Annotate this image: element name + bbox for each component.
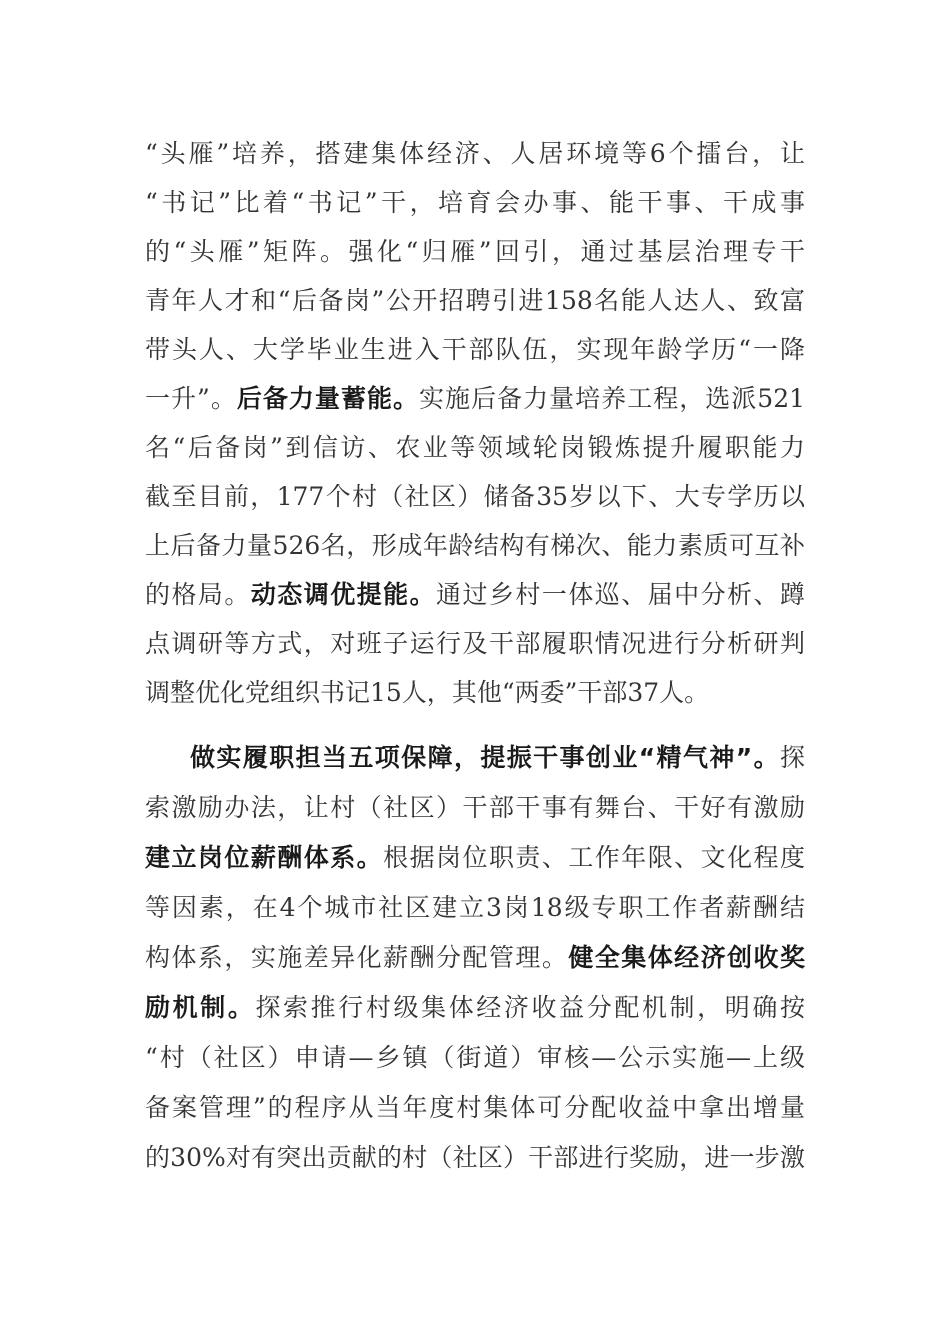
text-line xyxy=(145,227,805,276)
text-line xyxy=(145,325,805,374)
bold-heading: 建立岗位薪酬体系。 xyxy=(145,843,384,872)
text-span: 调整优化党组织书记15人，其他“两委”干部37人。 xyxy=(145,678,710,707)
text-span: 探 xyxy=(779,743,805,772)
bold-heading: 励机制。 xyxy=(145,993,256,1022)
text-span: 的“头雁”矩阵。强化“归雁”回引，通过基层治理专干 xyxy=(145,237,805,266)
text-span: 的格局。 xyxy=(145,580,251,609)
text-span: 构体系，实施差异化薪酬分配管理。 xyxy=(145,943,569,972)
text-line xyxy=(145,783,805,832)
text-line xyxy=(145,1133,805,1182)
text-span: 青年人才和“后备岗”公开招聘引进158名能人达人、致富 xyxy=(145,286,805,315)
text-span: 一升”。 xyxy=(145,384,237,413)
text-line xyxy=(145,883,805,932)
text-span: “头雁”培养，搭建集体经济、人居环境等6个擂台，让 xyxy=(145,139,805,168)
text-line xyxy=(145,129,805,178)
text-line xyxy=(145,1033,805,1082)
bold-heading: 动态调优提能。 xyxy=(250,580,437,609)
text-span: 等因素，在4个城市社区建立3岗18级专职工作者薪酬结 xyxy=(145,893,805,922)
text-span: 探索推行村级集体经济收益分配机制，明确按 xyxy=(255,993,805,1022)
bold-heading: 做实履职担当五项保障，提振干事创业“精气神”。 xyxy=(190,743,780,772)
text-line xyxy=(145,472,805,521)
text-span: 带头人、大学毕业生进入干部队伍，实现年龄学历“一降 xyxy=(145,335,805,364)
text-span: 通过乡村一体巡、届中分析、蹲 xyxy=(436,580,805,609)
text-line xyxy=(145,833,805,882)
text-line xyxy=(145,178,805,227)
text-span: 截至目前，177个村（社区）储备35岁以下、大专学历以 xyxy=(145,482,805,511)
text-line xyxy=(145,276,805,325)
bold-heading: 后备力量蓄能。 xyxy=(236,384,420,413)
text-span: 点调研等方式，对班子运行及干部履职情况进行分析研判 xyxy=(145,629,805,658)
text-span: 索激励办法，让村（社区）干部干事有舞台、干好有激励 xyxy=(145,793,805,822)
text-span: 备案管理”的程序从当年度村集体可分配收益中拿出增量 xyxy=(145,1093,805,1122)
text-span: “书记”比着“书记”干，培育会办事、能干事、干成事 xyxy=(145,188,805,217)
text-line xyxy=(145,619,805,668)
text-line xyxy=(145,1083,805,1132)
text-line xyxy=(145,983,805,1032)
text-line xyxy=(145,933,805,982)
text-span: 名“后备岗”到信访、农业等领域轮岗锻炼提升履职能力 xyxy=(145,433,805,462)
text-line xyxy=(145,570,805,619)
text-span: 根据岗位职责、工作年限、文化程度 xyxy=(383,843,805,872)
text-span: 的30%对有突出贡献的村（社区）干部进行奖励，进一步激 xyxy=(145,1143,805,1172)
bold-heading: 健全集体经济创收奖 xyxy=(568,943,805,972)
text-line xyxy=(145,521,805,570)
text-line xyxy=(145,423,805,472)
text-line xyxy=(145,374,805,423)
text-span: 实施后备力量培养工程，选派521 xyxy=(419,384,806,413)
text-line xyxy=(145,668,805,717)
text-span: 上后备力量526名，形成年龄结构有梯次、能力素质可互补 xyxy=(145,531,805,560)
text-span: “村（社区）申请—乡镇（街道）审核—公示实施—上级 xyxy=(145,1043,805,1072)
text-line xyxy=(190,733,805,782)
